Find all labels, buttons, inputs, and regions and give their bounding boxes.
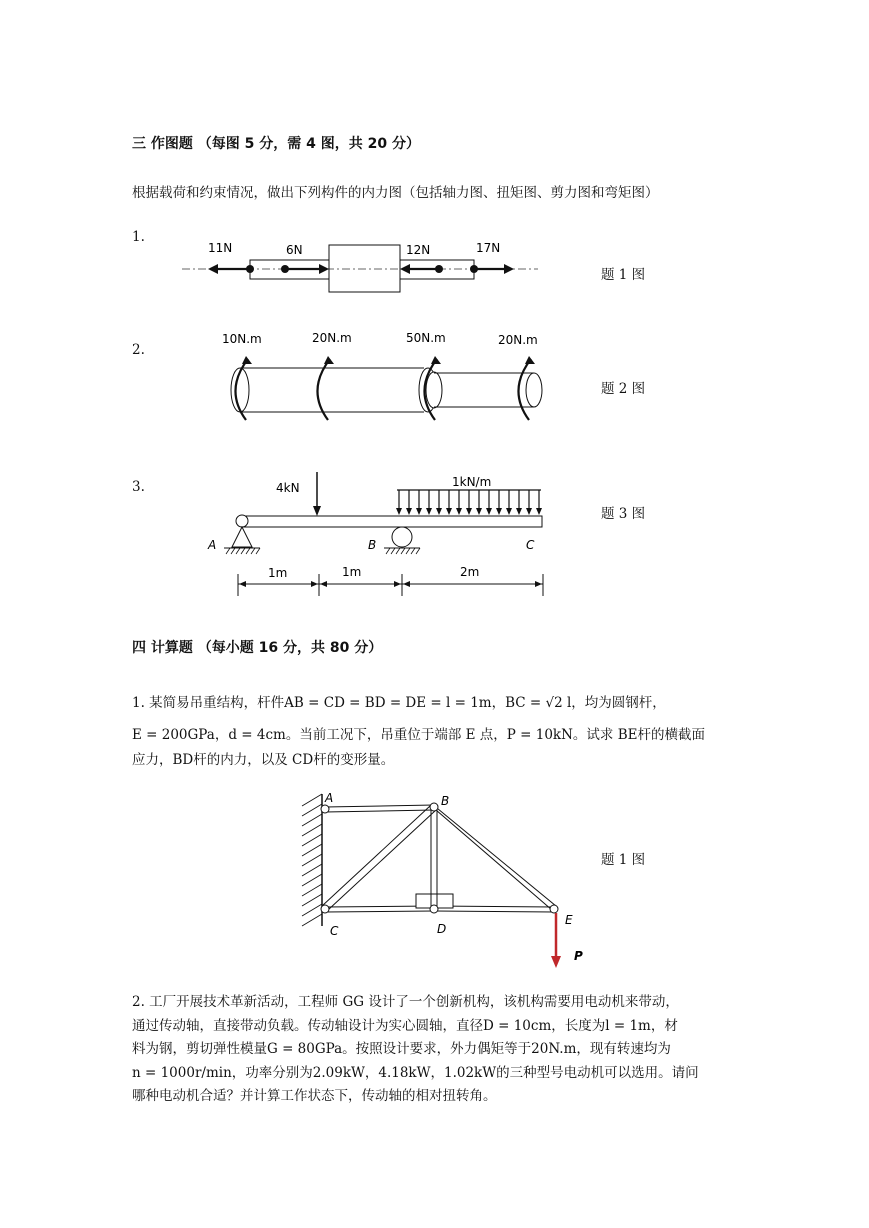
span-label-3: 2m [460, 565, 480, 579]
beam-figure [200, 470, 550, 600]
torque-arrowhead-2 [324, 356, 334, 364]
force-12N-arrow [400, 264, 443, 274]
torque-arrowhead-4 [525, 356, 535, 364]
problem3-caption: 题 3 图 [601, 506, 646, 522]
roller-support-b [392, 527, 412, 547]
node-a-label: A [325, 791, 334, 805]
problem2-caption: 题 2 图 [601, 381, 646, 397]
point-b-label: B [368, 538, 377, 552]
joint-e [550, 905, 558, 913]
torque-label-3: 50N.m [406, 331, 446, 345]
span-label-2: 1m [342, 565, 362, 579]
torque-arrowhead-1 [242, 356, 252, 364]
node-e-label: E [565, 913, 573, 927]
problem4-2-text [132, 991, 744, 1109]
distributed-load-label: 1kN/m [452, 475, 492, 489]
torque-label-1: 10N.m [222, 332, 262, 346]
force-11N-arrow [208, 264, 254, 274]
problem4-1-line2: E = 200GPa，d = 4cm。当前工况下，吊重位于端部 E 点，P = 10kN。试求 BE杆的横截面 [132, 727, 705, 743]
load-p-label: P [574, 949, 583, 963]
problem4-2-line1: 2. 工厂开展技术革新活动，工程师 GG 设计了一个创新机构，该机构需要用电动机来带动， [132, 994, 679, 1010]
force-6N-arrow [281, 264, 329, 274]
joint-b [430, 803, 438, 811]
problem4-1-caption: 题 1 图 [601, 852, 646, 868]
section4-title: 四 计算题 （每小题 16 分，共 80 分） [132, 640, 383, 656]
distributed-load-arrows [399, 490, 539, 510]
section3-title: 三 作图题 （每图 5 分，需 4 图，共 20 分） [132, 136, 420, 152]
problem2-number: 2. [132, 342, 145, 358]
problem4-1-line3: 应力，BD杆的内力，以及 CD杆的变形量。 [132, 752, 395, 768]
force-label-11N: 11N [208, 241, 233, 255]
problem4-2-line4: n = 1000r/min，功率分别为2.09kW，4.18kW，1.02kW的三种型号电动机可以选用。请问 [132, 1064, 699, 1081]
shaft-figure [210, 326, 550, 426]
torque-label-4: 20N.m [498, 333, 538, 347]
joint-a [321, 805, 329, 813]
problem1-number: 1. [132, 229, 145, 245]
truss-figure [292, 786, 592, 972]
pin-support-a [236, 515, 248, 527]
problem3-number: 3. [132, 479, 145, 495]
point-a-label: A [208, 538, 217, 552]
force-label-6N: 6N [286, 243, 303, 257]
problem4-2-line3: 料为钢，剪切弹性模量G = 80GPa。按照设计要求，外力偶矩等于20N.m，现有转速均为 [132, 1041, 671, 1057]
force-label-12N: 12N [406, 243, 431, 257]
problem4-1-line1: 1. 某简易吊重结构，杆件AB = CD = BD = DE = l = 1m，BC = √2 l，均为圆钢杆， [132, 695, 666, 711]
joint-d [430, 905, 438, 913]
section3-instruction: 根据载荷和约束情况，做出下列构件的内力图（包括轴力图、扭矩图、剪力图和弯矩图） [132, 185, 659, 201]
axial-bar-figure [178, 234, 548, 300]
problem4-1-text [132, 691, 744, 773]
span-label-1: 1m [268, 566, 288, 580]
node-c-label: C [330, 924, 339, 938]
torque-arrowhead-3 [431, 356, 441, 364]
problem1-caption: 题 1 图 [601, 267, 646, 283]
problem4-2-line2: 通过传动轴，直接带动负载。传动轴设计为实心圆轴，直径D = 10cm，长度为l = 1m，材 [132, 1017, 678, 1034]
node-b-label: B [441, 794, 450, 808]
torque-label-2: 20N.m [312, 331, 352, 345]
force-17N-arrow [470, 264, 514, 274]
node-d-label: D [437, 922, 447, 936]
problem4-2-line5: 哪种电动机合适？并计算工作状态下，传动轴的相对扭转角。 [132, 1088, 497, 1104]
point-c-label: C [526, 538, 535, 552]
force-label-17N: 17N [476, 241, 501, 255]
point-load-label: 4kN [276, 481, 300, 495]
beam [242, 516, 542, 527]
joint-c [321, 905, 329, 913]
